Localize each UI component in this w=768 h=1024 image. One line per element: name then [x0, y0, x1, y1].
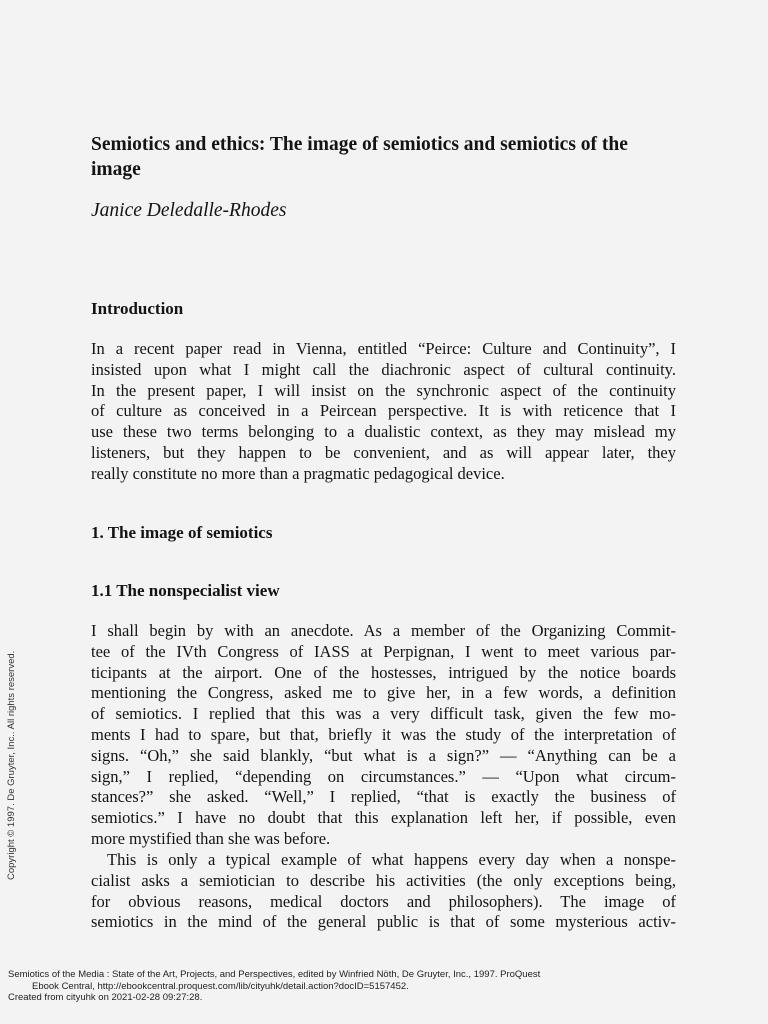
- text-line: I shall begin by with an anecdote. As a member of the Organizing Commit-: [91, 621, 676, 640]
- text-line: tee of the IVth Congress of IASS at Perpignan, I went to meet various par-: [91, 641, 676, 661]
- text-line: use these two terms belonging to a dualistic context, as they may mislead my: [91, 422, 676, 442]
- citation-footer: [8, 969, 748, 1004]
- text-line: really constitute no more than a pragmatic pedagogical device.: [91, 463, 505, 483]
- text-line: semiotics.” I have no doubt that this explanation left her, if possible, even: [91, 808, 676, 828]
- text-line: sign,” I replied, “depending on circumstances.” — “Upon what circum-: [91, 766, 676, 786]
- text-line: This is only a typical example of what happens every day when a nonspe-: [107, 850, 676, 869]
- copyright-notice: Copyright © 1997. De Gruyter, Inc.. All rights reserved.: [6, 650, 17, 880]
- text-line: of semiotics. I replied that this was a very difficult task, given the few mo-: [91, 704, 676, 724]
- text-line: ticipants at the airport. One of the hostesses, intrigued by the notice boards: [91, 662, 676, 682]
- article-title: Semiotics and ethics: The image of semiotics and semiotics of the image: [91, 134, 628, 180]
- introduction-heading: Introduction: [91, 299, 184, 318]
- text-line: for obvious reasons, medical doctors and philosophers). The image of: [91, 891, 676, 911]
- text-line: ments I had to spare, but that, briefly it was the study of the interpretation of: [91, 724, 676, 744]
- text-line: cialist asks a semiotician to describe his activities (the only exceptions being,: [91, 870, 676, 890]
- body-paragraph: [91, 621, 676, 850]
- text-line: In the present paper, I will insist on the synchronic aspect of the continuity: [91, 380, 676, 400]
- introduction-paragraph: [91, 339, 676, 485]
- text-line: signs. “Oh,” she said blankly, “but what is a sign?” — “Anything can be a: [91, 745, 676, 765]
- text-line: listeners, but they happen to be convenient, and as will appear later, they: [91, 442, 676, 462]
- body-paragraph: [91, 850, 676, 933]
- text-line: more mystified than she was before.: [91, 828, 331, 848]
- author-name: Janice Deledalle-Rhodes: [91, 200, 287, 221]
- text-line: stances?” she asked. “Well,” I replied, “that is exactly the business of: [91, 787, 676, 807]
- footer-line: Ebook Central, http://ebookcentral.proquest.com/lib/cityuhk/detail.action?docID=5157452.: [32, 980, 409, 992]
- text-line: mentioning the Congress, asked me to give her, in a few words, a definition: [91, 683, 676, 703]
- text-line: In a recent paper read in Vienna, entitled “Peirce: Culture and Continuity”, I: [91, 339, 676, 358]
- footer-line: Semiotics of the Media : State of the Art, Projects, and Perspectives, edited by Winfried Nöth, De Gruyter, Inc., 1997. ProQuest: [8, 969, 541, 980]
- subsection-heading: 1.1 The nonspecialist view: [91, 581, 280, 600]
- section-heading: 1. The image of semiotics: [91, 523, 273, 542]
- text-line: semiotics in the mind of the general public is that of some mysterious activ-: [91, 912, 676, 932]
- text-line: of culture as conceived in a Peircean perspective. It is with reticence that I: [91, 401, 676, 421]
- footer-line: Created from cityuhk on 2021-02-28 09:27:28.: [8, 992, 203, 1003]
- text-line: insisted upon what I might call the diachronic aspect of cultural continuity.: [91, 359, 676, 379]
